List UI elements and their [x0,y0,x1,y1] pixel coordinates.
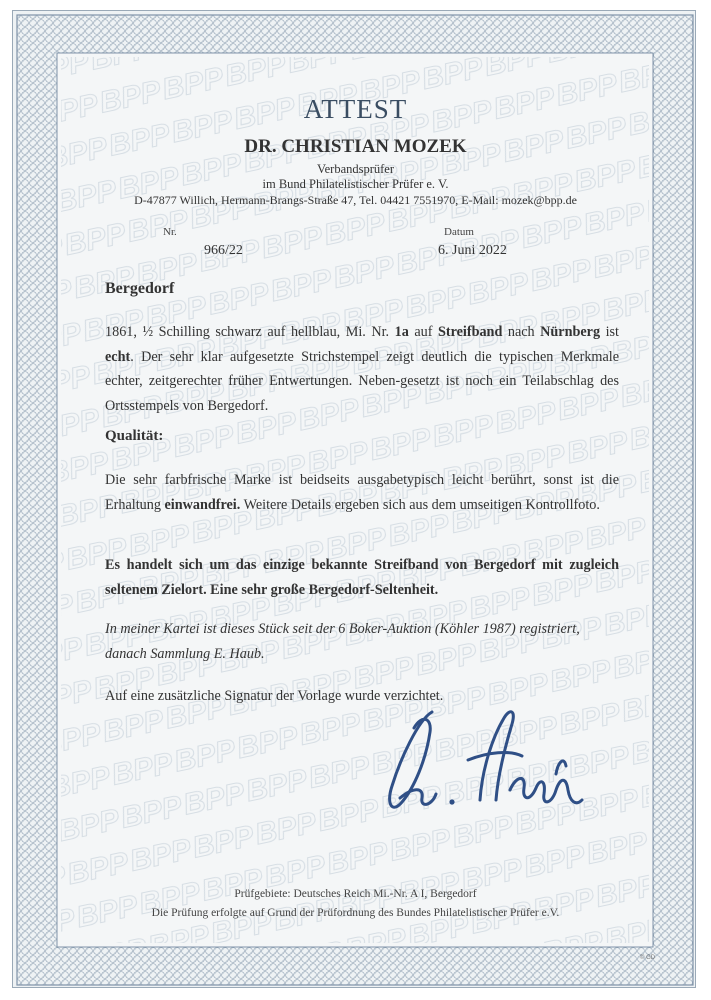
document-title: ATTEST [303,94,408,124]
quality-paragraph: Die sehr farbfrische Marke ist beidseits ausgabetypisch leicht berührt, sonst ist die Erhaltung einwandfrei. Weitere Details ergeben sich aus dem umseitigen Kontrollfoto. [105,472,619,513]
examination-scope: Prüfgebiete: Deutsches Reich Mi.-Nr. A I, Bergedorf [234,888,477,900]
certificate-date: 6. Juni 2022 [438,243,507,258]
date-label: Datum [444,226,474,238]
signature-note: Auf eine zusätzliche Signatur der Vorlage wurde verzichtet. [105,688,444,704]
quality-heading: Qualität: [105,428,164,444]
certificate-number: 966/22 [204,243,243,258]
section-heading-bergedorf: Bergedorf [105,280,175,297]
provenance-note: In meiner Kartei ist dieses Stück seit der 6 Boker-Auktion (Köhler 1987) registriert, danach Sammlung E. Haub. [105,621,580,662]
examiner-association: im Bund Philatelistischer Prüfer e. V. [262,177,449,191]
printer-mark: © GD [640,955,656,961]
handwritten-signature [370,690,590,830]
rarity-statement: Es handelt sich um das einzige bekannte Streifband von Bergedorf mit zugleich seltenem Zielort. Eine sehr große Bergedorf-Seltenheit. [105,557,619,598]
examination-regulation: Die Prüfung erfolgte auf Grund der Prüfordnung des Bundes Philatelistischer Prüfer e.V. [151,907,560,919]
examiner-role: Verbandsprüfer [316,162,395,176]
description-paragraph: 1861, ½ Schilling schwarz auf hellblau, Mi. Nr. 1a auf Streifband nach Nürnberg ist echt. Der sehr klar aufgesetzte Strichstempel zeigt deutlich die typischen Merkmale echter, zeitgerechter früher Entwertungen. Neben-gesetzt ist noch ein Teilabschlag des Ortsstempels von Bergedorf. [105,324,619,414]
examiner-address: D-47877 Willich, Hermann-Brangs-Straße 47, Tel. 04421 7551970, E-Mail: mozek@bpp.de [134,193,577,207]
number-label: Nr. [163,226,177,238]
examiner-name: DR. CHRISTIAN MOZEK [244,136,467,157]
